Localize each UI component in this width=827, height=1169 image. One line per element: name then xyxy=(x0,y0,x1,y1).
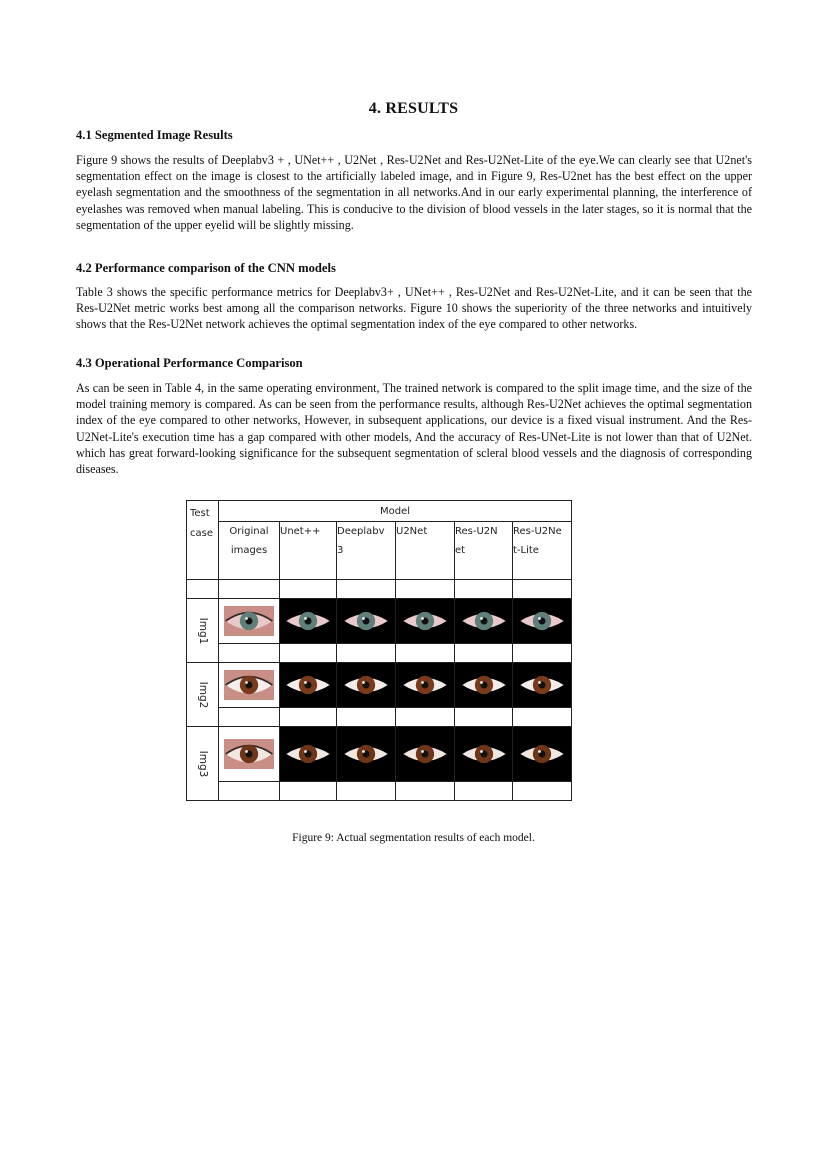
segmented-eye-mask xyxy=(459,669,509,701)
column-header-line: images xyxy=(230,545,268,556)
spacer-row xyxy=(187,782,572,801)
segmentation-figure-table xyxy=(186,500,572,801)
eye-image-unetpp xyxy=(280,663,337,708)
figure-caption: Figure 9: Actual segmentation results of each model. xyxy=(292,832,535,844)
eye-image-u2net xyxy=(396,663,455,708)
eye-image-res-u2net xyxy=(455,663,513,708)
column-header-line: Deeplabv xyxy=(337,526,385,537)
segmented-eye-mask xyxy=(283,605,333,637)
subsection-4-3-title: 4.3 Operational Performance Comparison xyxy=(76,356,303,370)
eye-image-res-u2net-lite xyxy=(513,599,572,644)
subsection-4-1-title: 4.1 Segmented Image Results xyxy=(76,128,233,142)
column-header-res-u2net xyxy=(455,522,513,580)
spacer-row xyxy=(187,580,572,599)
subsection-4-2-title: 4.2 Performance comparison of the CNN models xyxy=(76,261,336,275)
eye-image-u2net xyxy=(396,727,455,782)
column-header-unetpp xyxy=(280,522,337,580)
eye-image-original xyxy=(219,599,280,644)
original-eye-photo xyxy=(224,738,274,770)
column-header-line: 3 xyxy=(337,545,344,556)
segmented-eye-mask xyxy=(459,605,509,637)
segmented-eye-mask xyxy=(517,738,567,770)
segmented-eye-mask xyxy=(517,605,567,637)
test-case-label-line1: Test xyxy=(190,508,210,519)
section-title: 4. RESULTS xyxy=(368,100,459,117)
segmented-eye-mask xyxy=(341,605,391,637)
original-eye-photo xyxy=(224,669,274,701)
column-header-line: Unet++ xyxy=(280,526,321,537)
column-header-u2net xyxy=(396,522,455,580)
original-eye-photo xyxy=(224,605,274,637)
column-header-original xyxy=(219,522,280,580)
model-header: Model xyxy=(219,501,572,522)
column-header-line: U2Net xyxy=(396,526,428,537)
subsection-4-3-paragraph: As can be seen in Table 4, in the same operating environment, The trained network is compared to the split image time, and the size of the model training memory is compared. As can be seen from the performance results, although Res-U2Net achieves the optimal segmentation index of the eye compared to other networks, However, in subsequent applications, our device is a fixed visual instrument. And the Res-U2Net-Lite's execution time has a gap compared with other models, And the accuracy of Res-UNet-Lite is not lower than that of U2Net. which has great forward-looking significance for the subsequent segmentation of scleral blood vessels and the diagnosis of corresponding diseases. xyxy=(76,381,752,477)
eye-image-original xyxy=(219,663,280,708)
eye-image-u2net xyxy=(396,599,455,644)
row-label-img2: Img2 xyxy=(187,663,219,727)
subsection-4-1-paragraph: Figure 9 shows the results of Deeplabv3 + , UNet++ , U2Net , Res-U2Net and Res-U2Net-Lite of the eye.We can clearly see that U2net's segmentation effect on the image is closest to the artificially labeled image, and in Figure 9, Res-U2net has the best effect on the upper eyelash segmentation and the smoothness of the segmentation in all networks.And in our early experimental planning, the interference of eyelashes was removed when manual labeling. This is conducive to the division of blood vessels in the later stages, so it is normal that the segmentation of the upper eyelid will be slightly missing. xyxy=(76,153,752,232)
eye-image-res-u2net xyxy=(455,599,513,644)
spacer-row xyxy=(187,644,572,663)
segmented-eye-mask xyxy=(283,669,333,701)
segmented-eye-mask xyxy=(341,738,391,770)
eye-image-res-u2net-lite xyxy=(513,727,572,782)
spacer-row xyxy=(187,708,572,727)
column-header-res-u2net-lite xyxy=(513,522,572,580)
column-header-line: et xyxy=(455,545,466,556)
column-header-line: Res-U2Ne xyxy=(513,526,562,537)
image-row-2 xyxy=(187,663,572,708)
eye-image-deeplabv3 xyxy=(337,599,396,644)
test-case-header xyxy=(187,501,219,580)
segmented-eye-mask xyxy=(400,738,450,770)
column-header-deeplabv3 xyxy=(337,522,396,580)
segmented-eye-mask xyxy=(341,669,391,701)
image-row-1 xyxy=(187,599,572,644)
segmented-eye-mask xyxy=(459,738,509,770)
segmented-eye-mask xyxy=(400,605,450,637)
segmented-eye-mask xyxy=(283,738,333,770)
row-label-img1: Img1 xyxy=(187,599,219,663)
eye-image-deeplabv3 xyxy=(337,727,396,782)
column-header-line: Res-U2N xyxy=(455,526,498,537)
eye-image-deeplabv3 xyxy=(337,663,396,708)
segmented-eye-mask xyxy=(400,669,450,701)
column-header-line: Original xyxy=(229,526,269,537)
image-row-3 xyxy=(187,727,572,782)
eye-image-unetpp xyxy=(280,599,337,644)
subsection-4-2-paragraph: Table 3 shows the specific performance metrics for Deeplabv3+ , UNet++ , Res-U2Net and Res-U2Net-Lite, and it can be seen that the Res-U2Net metric works best among all the comparison networks. Figure 10 shows the superiority of the three networks and intuitively shows that the Res-U2Net network achieves the optimal segmentation index of the eye compared to other networks. xyxy=(76,285,752,332)
eye-image-res-u2net-lite xyxy=(513,663,572,708)
segmented-eye-mask xyxy=(517,669,567,701)
row-label-img3: Img3 xyxy=(187,727,219,801)
eye-image-res-u2net xyxy=(455,727,513,782)
test-case-label-line2: case xyxy=(190,528,213,539)
eye-image-original xyxy=(219,727,280,782)
eye-image-unetpp xyxy=(280,727,337,782)
column-header-line: t-Lite xyxy=(513,545,539,556)
